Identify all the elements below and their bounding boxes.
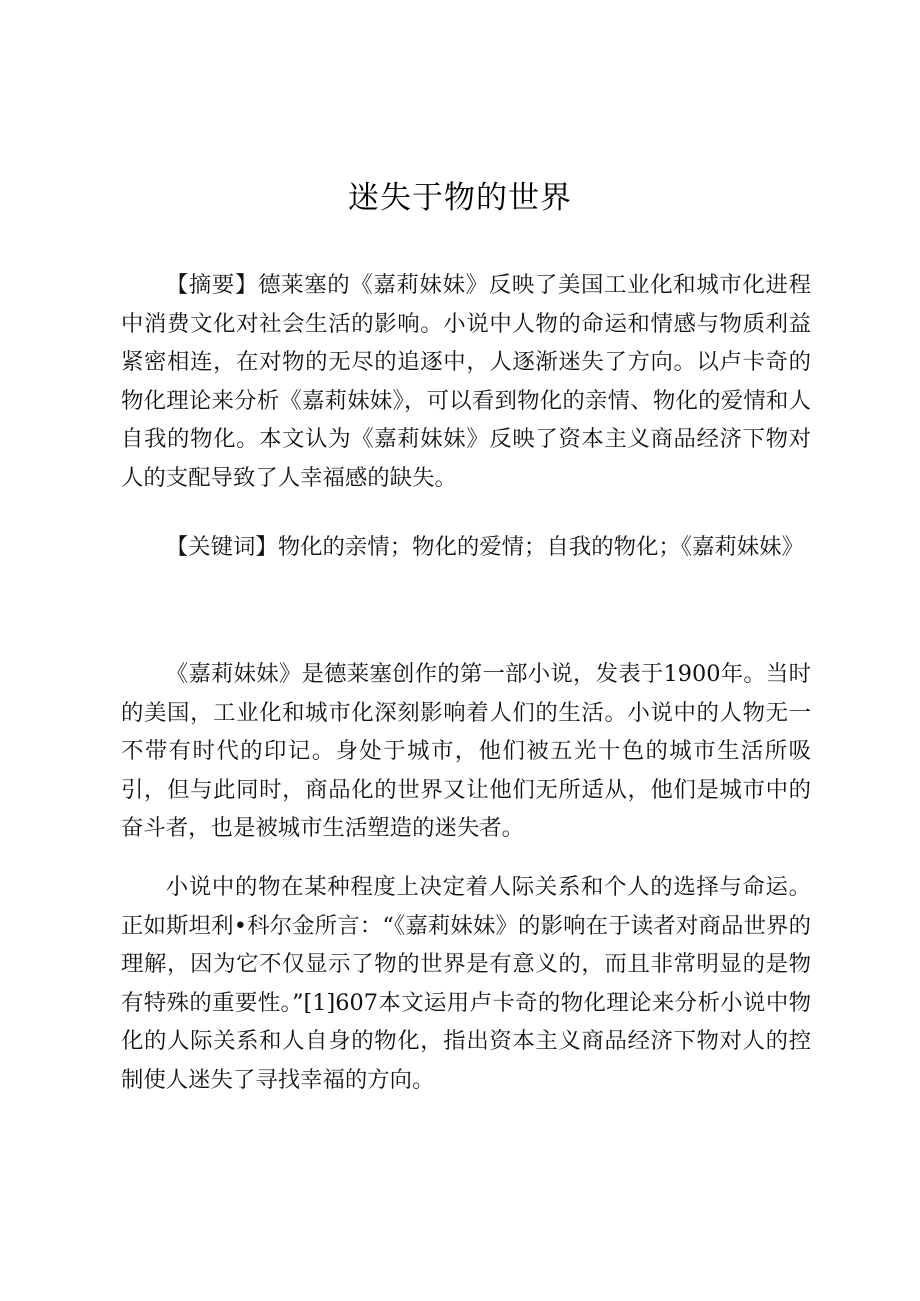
abstract-label: 【摘要】 (165, 272, 259, 298)
keywords-paragraph (121, 528, 811, 567)
document-title: 迷失于物的世界 (348, 180, 572, 216)
abstract-paragraph (121, 266, 811, 497)
body-paragraph-2: 小说中的物在某种程度上决定着人际关系和个人的选择与命运。正如斯坦利•科尔金所言：“《嘉莉妹妹》的影响在于读者对商品世界的理解，因为它不仅显示了物的世界是有意义的，而且非常明显的是物有特殊的重要性。”[1]607本文运用卢卡奇的物化理论来分析小说中物化的人际关系和人自身的物化，指出资本主义商品经济下物对人的控制使人迷失了寻找幸福的方向。 (121, 874, 811, 1093)
body-paragraph-1: 《嘉莉妹妹》是德莱塞创作的第一部小说，发表于1900年。当时的美国，工业化和城市化深刻影响着人们的生活。小说中的人物无一不带有时代的印记。身处于城市，他们被五光十色的城市生活所吸引，但与此同时，商品化的世界又让他们无所适从，他们是城市中的奋斗者，也是被城市生活塑造的迷失者。 (121, 661, 811, 841)
keywords-text: 物化的亲情；物化的爱情；自我的物化；《嘉莉妹妹》 (277, 534, 804, 560)
abstract-text: 德莱塞的《嘉莉妹妹》反映了美国工业化和城市化进程中消费文化对社会生活的影响。小说中人物的命运和情感与物质利益紧密相连，在对物的无尽的追逐中，人逐渐迷失了方向。以卢卡奇的物化理论来分析《嘉莉妹妹》，可以看到物化的亲情、物化的爱情和人自我的物化。本文认为《嘉莉妹妹》反映了资本主义商品经济下物对人的支配导致了人幸福感的缺失。 (121, 272, 812, 491)
keywords-label: 【关键词】 (165, 534, 278, 560)
